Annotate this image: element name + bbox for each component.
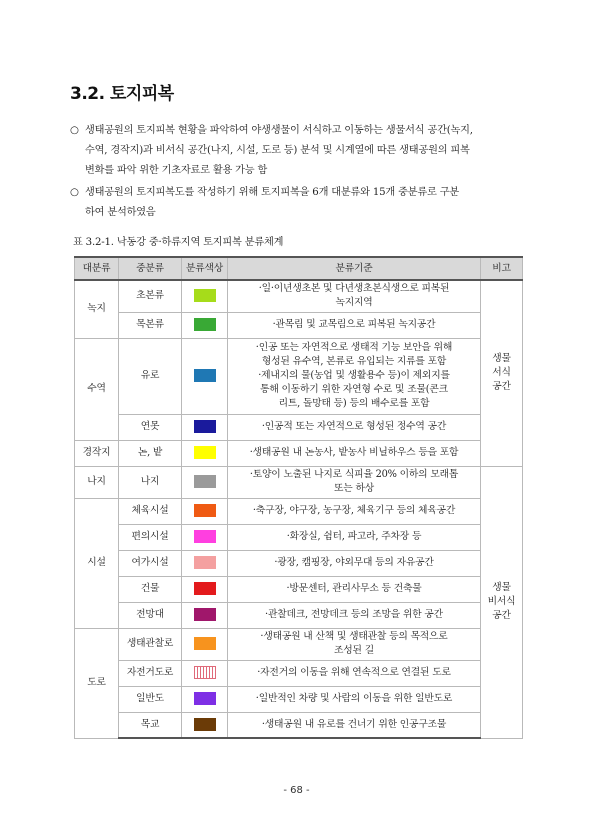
minor-category: 일반도 bbox=[119, 686, 182, 712]
minor-category: 연못 bbox=[119, 414, 182, 440]
major-category-facility: 시설 bbox=[75, 498, 119, 628]
major-category-road: 도로 bbox=[75, 628, 119, 738]
criteria-cell: ·자전거의 이동을 위해 연속적으로 연결된 도로 bbox=[228, 660, 481, 686]
color-cell bbox=[182, 628, 228, 660]
paragraph-2 bbox=[70, 183, 530, 223]
table-row bbox=[75, 576, 523, 602]
table-row bbox=[75, 338, 523, 414]
table-row bbox=[75, 498, 523, 524]
table-header-row bbox=[75, 257, 523, 280]
table-row bbox=[75, 312, 523, 338]
minor-category: 건물 bbox=[119, 576, 182, 602]
criteria-cell: ·일반적인 차량 및 사람의 이동을 위한 일반도로 bbox=[228, 686, 481, 712]
criteria-cell: ·방문센터, 관리사무소 등 건축물 bbox=[228, 576, 481, 602]
striped-color-swatch bbox=[194, 666, 216, 679]
criteria-cell: ·인공적 또는 자연적으로 형성된 정수역 공간 bbox=[228, 414, 481, 440]
color-cell bbox=[182, 312, 228, 338]
minor-category: 자전거도로 bbox=[119, 660, 182, 686]
table-row bbox=[75, 466, 523, 498]
color-cell bbox=[182, 466, 228, 498]
minor-category: 유로 bbox=[119, 338, 182, 414]
color-swatch bbox=[194, 369, 216, 382]
table-row bbox=[75, 550, 523, 576]
color-cell bbox=[182, 498, 228, 524]
criteria-cell: ·생태공원 내 유로를 건너기 위한 인공구조물 bbox=[228, 712, 481, 738]
header-minor: 중분류 bbox=[119, 257, 182, 280]
minor-category: 생태관찰로 bbox=[119, 628, 182, 660]
criteria-cell: ·화장실, 쉼터, 파고라, 주차장 등 bbox=[228, 524, 481, 550]
color-cell bbox=[182, 576, 228, 602]
table-row bbox=[75, 602, 523, 628]
color-swatch bbox=[194, 446, 216, 459]
criteria-cell: ·생태공원 내 논농사, 밭농사 비닐하우스 등을 포함 bbox=[228, 440, 481, 466]
color-cell bbox=[182, 414, 228, 440]
minor-category: 여가시설 bbox=[119, 550, 182, 576]
minor-category: 나지 bbox=[119, 466, 182, 498]
table-row bbox=[75, 628, 523, 660]
minor-category: 체육시설 bbox=[119, 498, 182, 524]
table-row bbox=[75, 686, 523, 712]
criteria-cell: ·광장, 캠핑장, 야외무대 등의 자유공간 bbox=[228, 550, 481, 576]
color-swatch bbox=[194, 504, 216, 517]
remark-non-habitat: 생물 비서식 공간 bbox=[481, 466, 523, 738]
color-swatch bbox=[194, 637, 216, 650]
bullet-icon: ○ bbox=[70, 125, 79, 136]
color-swatch bbox=[194, 318, 216, 331]
major-category-farmland: 경작지 bbox=[75, 440, 119, 466]
criteria-cell: ·축구장, 야구장, 농구장, 체육기구 등의 체육공간 bbox=[228, 498, 481, 524]
major-category-bare: 나지 bbox=[75, 466, 119, 498]
minor-category: 목본류 bbox=[119, 312, 182, 338]
color-cell bbox=[182, 602, 228, 628]
header-remark: 비고 bbox=[481, 257, 523, 280]
table-caption: 표 3.2-1. 낙동강 중·하류지역 토지피복 분류체계 bbox=[73, 237, 284, 248]
color-cell bbox=[182, 440, 228, 466]
minor-category: 전망대 bbox=[119, 602, 182, 628]
color-swatch bbox=[194, 718, 216, 731]
criteria-cell: ·일·이년생초본 및 다년생초본식생으로 피복된 녹지지역 bbox=[228, 280, 481, 312]
paragraph-line: 변화를 파악 위한 기초자료로 활용 가능 함 bbox=[85, 165, 268, 176]
minor-category: 편의시설 bbox=[119, 524, 182, 550]
color-swatch bbox=[194, 475, 216, 488]
remark-habitat: 생물 서식 공간 bbox=[481, 280, 523, 466]
paragraph-line: 생태공원의 토지피복도를 작성하기 위해 토지피복을 6개 대분류와 15개 중분류로 구분 bbox=[85, 187, 459, 198]
color-cell bbox=[182, 524, 228, 550]
criteria-cell: ·관찰데크, 전망데크 등의 조망을 위한 공간 bbox=[228, 602, 481, 628]
criteria-cell: ·관목림 및 교목림으로 피복된 녹지공간 bbox=[228, 312, 481, 338]
paragraph-line: 수역, 경작지)과 비서식 공간(나지, 시설, 도로 등) 분석 및 시계열에 따른 생태공원의 피복 bbox=[85, 145, 470, 156]
table-row bbox=[75, 660, 523, 686]
color-swatch bbox=[194, 420, 216, 433]
color-swatch bbox=[194, 608, 216, 621]
major-category-green: 녹지 bbox=[75, 280, 119, 338]
paragraph-line: 하여 분석하였음 bbox=[85, 207, 156, 218]
header-color: 분류색상 bbox=[182, 257, 228, 280]
paragraph-line: 생태공원의 토지피복 현황을 파악하여 야생생물이 서식하고 이동하는 생물서식 공간(녹지, bbox=[85, 125, 473, 136]
color-swatch bbox=[194, 556, 216, 569]
table-row bbox=[75, 440, 523, 466]
color-cell bbox=[182, 686, 228, 712]
header-criteria: 분류기준 bbox=[228, 257, 481, 280]
table-row bbox=[75, 280, 523, 312]
color-cell bbox=[182, 338, 228, 414]
criteria-cell: ·토양이 노출된 나지로 식피율 20% 이하의 모래톱 또는 하상 bbox=[228, 466, 481, 498]
criteria-cell: ·생태공원 내 산책 및 생태관찰 등의 목적으로 조성된 길 bbox=[228, 628, 481, 660]
color-cell bbox=[182, 660, 228, 686]
major-category-water: 수역 bbox=[75, 338, 119, 440]
table-row bbox=[75, 524, 523, 550]
color-cell bbox=[182, 280, 228, 312]
header-major: 대분류 bbox=[75, 257, 119, 280]
classification-table bbox=[74, 256, 523, 739]
criteria-cell: ·인공 또는 자연적으로 생태적 기능 보안을 위해 형성된 유수역, 본류로 유입되는 지류를 포함 ·제내지의 물(농업 및 생활용수 등)이 제외지를 통해 이동하기 위한 자연형 수로 및 조물(콘크 리트, 돌망태 등) 등의 배수로를 포함 bbox=[228, 338, 481, 414]
minor-category: 초본류 bbox=[119, 280, 182, 312]
color-swatch bbox=[194, 692, 216, 705]
minor-category: 논, 밭 bbox=[119, 440, 182, 466]
color-swatch bbox=[194, 582, 216, 595]
page-number: - 68 - bbox=[283, 785, 310, 796]
color-cell bbox=[182, 712, 228, 738]
bullet-icon: ○ bbox=[70, 187, 79, 198]
color-cell bbox=[182, 550, 228, 576]
table-row bbox=[75, 414, 523, 440]
section-title: 3.2. 토지피복 bbox=[70, 84, 174, 104]
color-swatch bbox=[194, 530, 216, 543]
paragraph-1 bbox=[70, 121, 530, 181]
table-row bbox=[75, 712, 523, 738]
color-swatch bbox=[194, 289, 216, 302]
minor-category: 목교 bbox=[119, 712, 182, 738]
